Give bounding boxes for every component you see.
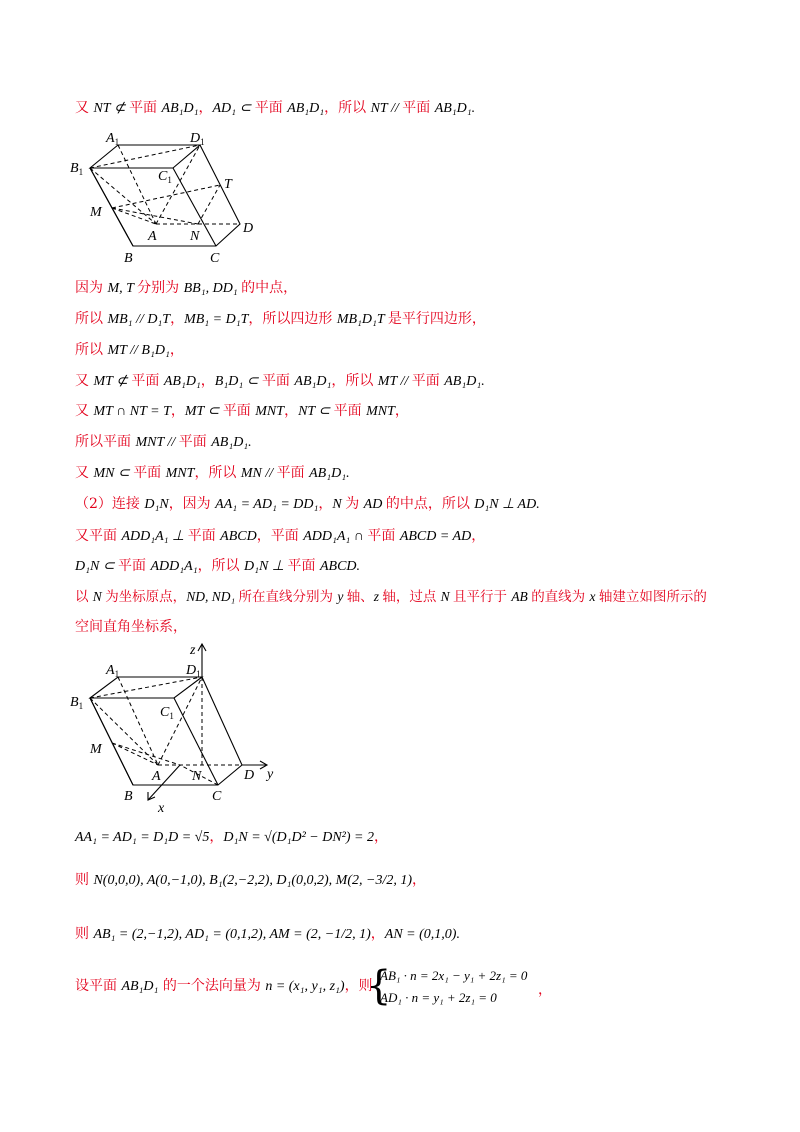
line-6: 又 MT ∩ NT = T，MT ⊂ 平面 MNT，NT ⊂ 平面 MNT， xyxy=(75,403,409,419)
line-3: 所以 MB₁ // D₁T，MB₁ = D₁T，所以四边形 MB₁D₁T 是平行四边形， xyxy=(75,311,486,327)
label-a1: $A_1$ xyxy=(106,131,120,147)
line-9: （2）连接 D₁N，因为 AA₁ = AD₁ = DD₁，N 为 AD 的中点，所以 D₁N ⊥ AD. xyxy=(75,496,540,512)
label-n: N xyxy=(190,229,200,244)
label-c1: $C_1$ xyxy=(158,169,172,185)
label-b: B xyxy=(124,789,133,804)
line-18: ， xyxy=(538,982,552,998)
line-1: 又 NT ⊄ 平面 AB₁D₁，AD₁ ⊂ 平面 AB₁D₁，所以 NT // 平面 AB₁D₁. xyxy=(75,100,476,116)
equation-row-2: AD₁ · n = y₁ + 2z₁ = 0 xyxy=(380,990,497,1005)
label-d1: $D_1$ xyxy=(186,663,201,679)
line-11: D₁N ⊂ 平面 ADD₁A₁，所以 D₁N ⊥ 平面 ABCD. xyxy=(75,558,361,574)
label-c1: $C_1$ xyxy=(160,705,174,721)
line-13: 空间直角坐标系， xyxy=(75,619,187,635)
label-m: M xyxy=(90,742,102,757)
line-10: 又平面 ADD₁A₁ ⊥ 平面 ABCD，平面 ADD₁A₁ ∩ 平面 ABCD = AD， xyxy=(75,528,486,544)
label-x: x xyxy=(158,801,165,815)
label-b1: $B_1$ xyxy=(70,695,84,711)
line-4: 所以 MT // B₁D₁， xyxy=(75,342,184,358)
label-a: A xyxy=(148,229,157,244)
equation-row-1: AB₁ · n = 2x₁ − y₁ + 2z₁ = 0 xyxy=(380,968,528,983)
line-12: 以 N 为坐标原点，ND, ND₁ 所在直线分别为 y 轴、z 轴，过点 N 且平行于 AB 的直线为 x 轴建立如图所示的 xyxy=(75,589,707,605)
label-y: y xyxy=(267,767,274,782)
equation-system xyxy=(366,963,536,1010)
label-t: T xyxy=(224,177,232,192)
line-14: AA₁ = AD₁ = D₁D = √5，D₁N = √(D₁D² − DN²) = 2， xyxy=(75,829,388,845)
label-d: D xyxy=(244,768,255,783)
label-n: N xyxy=(192,769,202,784)
figure-1-parallelepiped xyxy=(68,128,268,273)
label-b1: $B_1$ xyxy=(70,161,84,177)
line-2: 因为 M, T 分别为 BB₁, DD₁ 的中点， xyxy=(75,280,298,296)
label-c: C xyxy=(212,789,222,804)
label-z: z xyxy=(190,643,196,658)
label-a1: $A_1$ xyxy=(106,663,120,679)
label-c: C xyxy=(210,251,220,266)
line-16: 则 AB₁ = (2,−1,2), AD₁ = (0,1,2), AM = (2, −1/2, 1)，AN = (0,1,0). xyxy=(75,926,460,942)
label-a: A xyxy=(152,769,161,784)
line-5: 又 MT ⊄ 平面 AB₁D₁，B₁D₁ ⊂ 平面 AB₁D₁，所以 MT // 平面 AB₁D₁. xyxy=(75,373,485,389)
label-m: M xyxy=(90,205,102,220)
figure-2-labels xyxy=(70,643,274,815)
line-17: 设平面 AB₁D₁ 的一个法向量为 n = (x₁, y₁, z₁)，则 xyxy=(75,978,373,994)
line-15: 则 N(0,0,0), A(0,−1,0), B₁(2,−2,2), D₁(0,0,2), M(2, −3/2, 1)， xyxy=(75,872,427,888)
line-7: 所以平面 MNT // 平面 AB₁D₁. xyxy=(75,434,252,450)
figure-2-coordinate-system xyxy=(68,640,288,815)
line-8: 又 MN ⊂ 平面 MNT，所以 MN // 平面 AB₁D₁. xyxy=(75,465,350,481)
label-d: D xyxy=(243,221,254,236)
left-brace: { xyxy=(366,963,392,1009)
label-d1: $D_1$ xyxy=(190,131,205,147)
label-b: B xyxy=(124,251,133,266)
